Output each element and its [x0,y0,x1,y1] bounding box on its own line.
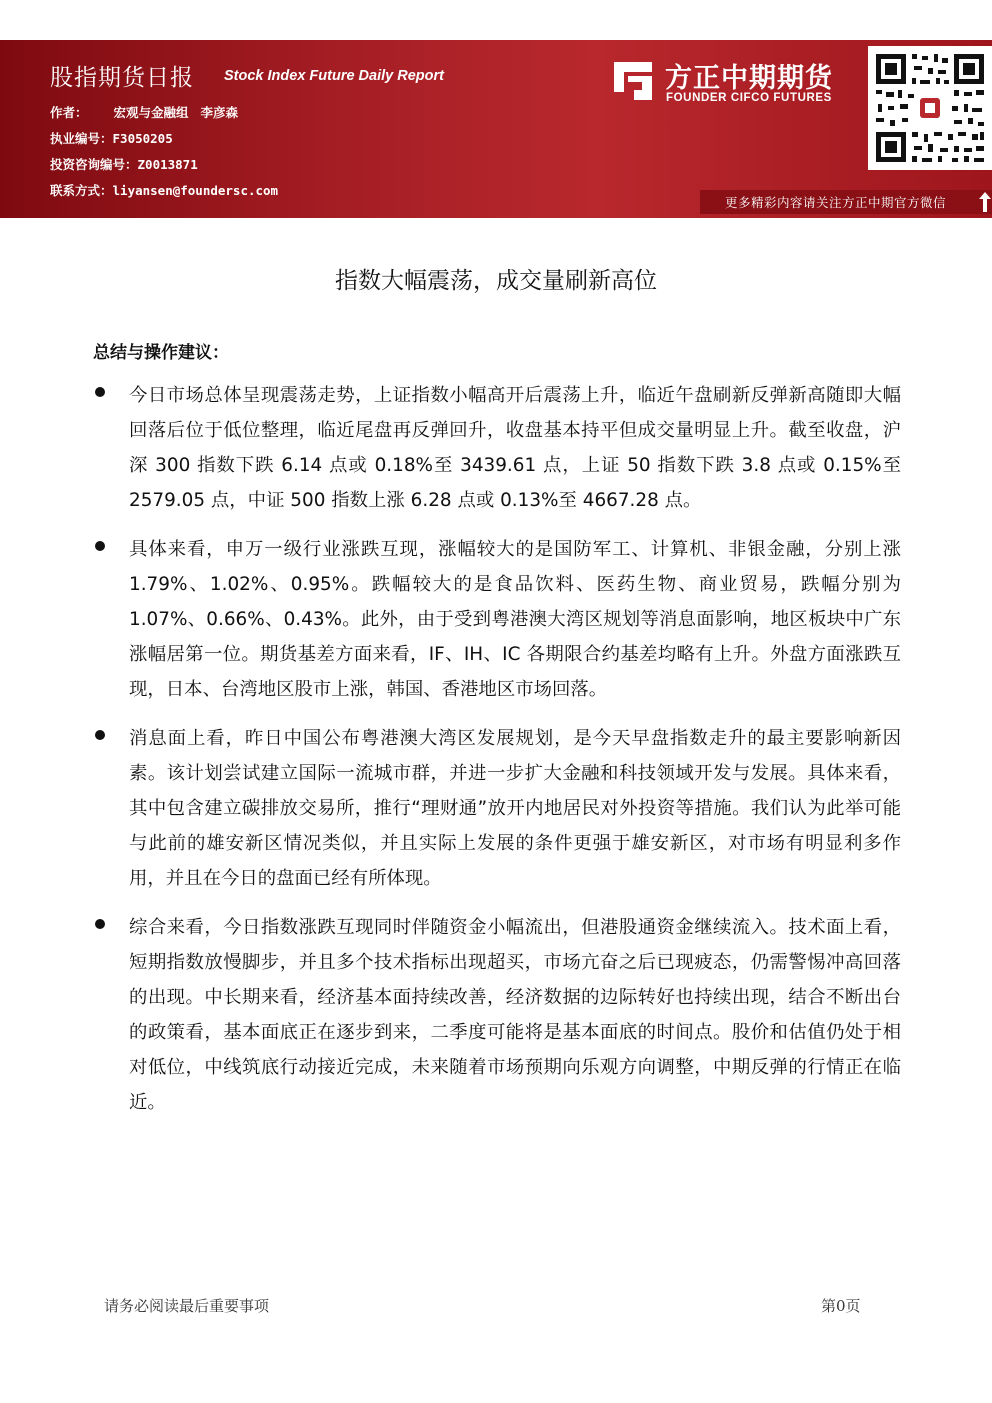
arrow-up-icon [978,191,992,213]
author-dept: 宏观与金融组 [113,105,189,120]
list-item [93,378,901,518]
bullet-dot-icon [95,730,105,740]
section-heading: 总结与操作建议： [93,343,229,363]
list-item [93,532,901,707]
brand-name-cn: 方正中期期货 [665,63,833,94]
license-label: 执业编号： [50,131,113,146]
author-label: 作者： [50,105,88,120]
license-line [50,129,173,147]
consult-label: 投资咨询编号： [50,157,138,172]
brand-name-en: FOUNDER CIFCO FUTURES [666,92,832,104]
report-header-band [0,40,992,218]
bullet-dot-icon [95,387,105,397]
author-name: 李彦森 [200,105,239,120]
report-title-en: Stock Index Future Daily Report [224,68,444,84]
author-line [50,103,238,121]
contact-label: 联系方式： [50,183,113,198]
bullet-dot-icon [95,919,105,929]
wechat-qr-code-icon [868,46,992,170]
bullet-dot-icon [95,541,105,551]
page-number: 第0页 [821,1297,861,1315]
brand-logo-icon [610,58,656,104]
paragraph-sector-detail: 具体来看，申万一级行业涨跌互现，涨幅较大的是国防军工、计算机、非银金融，分别上涨 1.79%、1.02%、0.95%。跌幅较大的是食品饮料、医药生物、商业贸易，跌幅分别为 1.07%、0.66%、0.43%。此外，由于受到粤港澳大湾区规划等消息面影响，地区板块中广东涨幅居第一位。期货基差方面来看，IF、IH、IC 各期限合约基差均略有上升。外盘方面涨跌互现，日本、台湾地区股市上涨，韩国、香港地区市场回落。 [129,539,901,700]
consult-line [50,155,198,173]
paragraph-news: 消息面上看，昨日中国公布粤港澳大湾区发展规划，是今天早盘指数走升的最主要影响新因素。该计划尝试建立国际一流城市群，并进一步扩大金融和科技领域开发与发展。具体来看，其中包含建立碳排放交易所，推行“理财通”放开内地居民对外投资等措施。我们认为此举可能与此前的雄安新区情况类似，并且实际上发展的条件更强于雄安新区，对市场有明显利多作用，并且在今日的盘面已经有所体现。 [129,728,901,889]
footer-notice: 请务必阅读最后重要事项 [104,1297,270,1315]
contact-line [50,181,278,199]
wechat-follow-bar [700,190,992,214]
consult-value: Z0013871 [137,157,198,172]
list-item [93,910,901,1120]
contact-email[interactable]: liyansen@foundersc.com [112,183,279,198]
paragraph-outlook: 综合来看，今日指数涨跌互现同时伴随资金小幅流出，但港股通资金继续流入。技术面上看，短期指数放慢脚步，并且多个技术指标出现超买，市场亢奋之后已现疲态，仍需警惕冲高回落的出现。中长期来看，经济基本面持续改善，经济数据的边际转好也持续出现，结合不断出台的政策看，基本面底正在逐步到来，二季度可能将是基本面底的时间点。股价和估值仍处于相对低位，中线筑底行动接近完成，未来随着市场预期向乐观方向调整，中期反弹的行情正在临近。 [129,917,901,1113]
report-title-cn: 股指期货日报 [50,65,194,91]
license-value: F3050205 [112,131,173,146]
wechat-follow-text: 更多精彩内容请关注方正中期官方微信 [725,195,947,210]
list-item [93,721,901,896]
paragraph-market-overview: 今日市场总体呈现震荡走势，上证指数小幅高开后震荡上升，临近午盘刷新反弹新高随即大幅回落后位于低位整理，临近尾盘再反弹回升，收盘基本持平但成交量明显上升。截至收盘，沪深 300 指数下跌 6.14 点或 0.18%至 3439.61 点，上证 50 指数下跌 3.8 点或 0.15%至 2579.05 点，中证 500 指数上涨 6.28 点或 0.13%至 4667.28 点。 [129,385,901,511]
summary-bullet-list [93,378,901,1134]
document-title: 指数大幅震荡，成交量刷新高位 [335,268,657,294]
